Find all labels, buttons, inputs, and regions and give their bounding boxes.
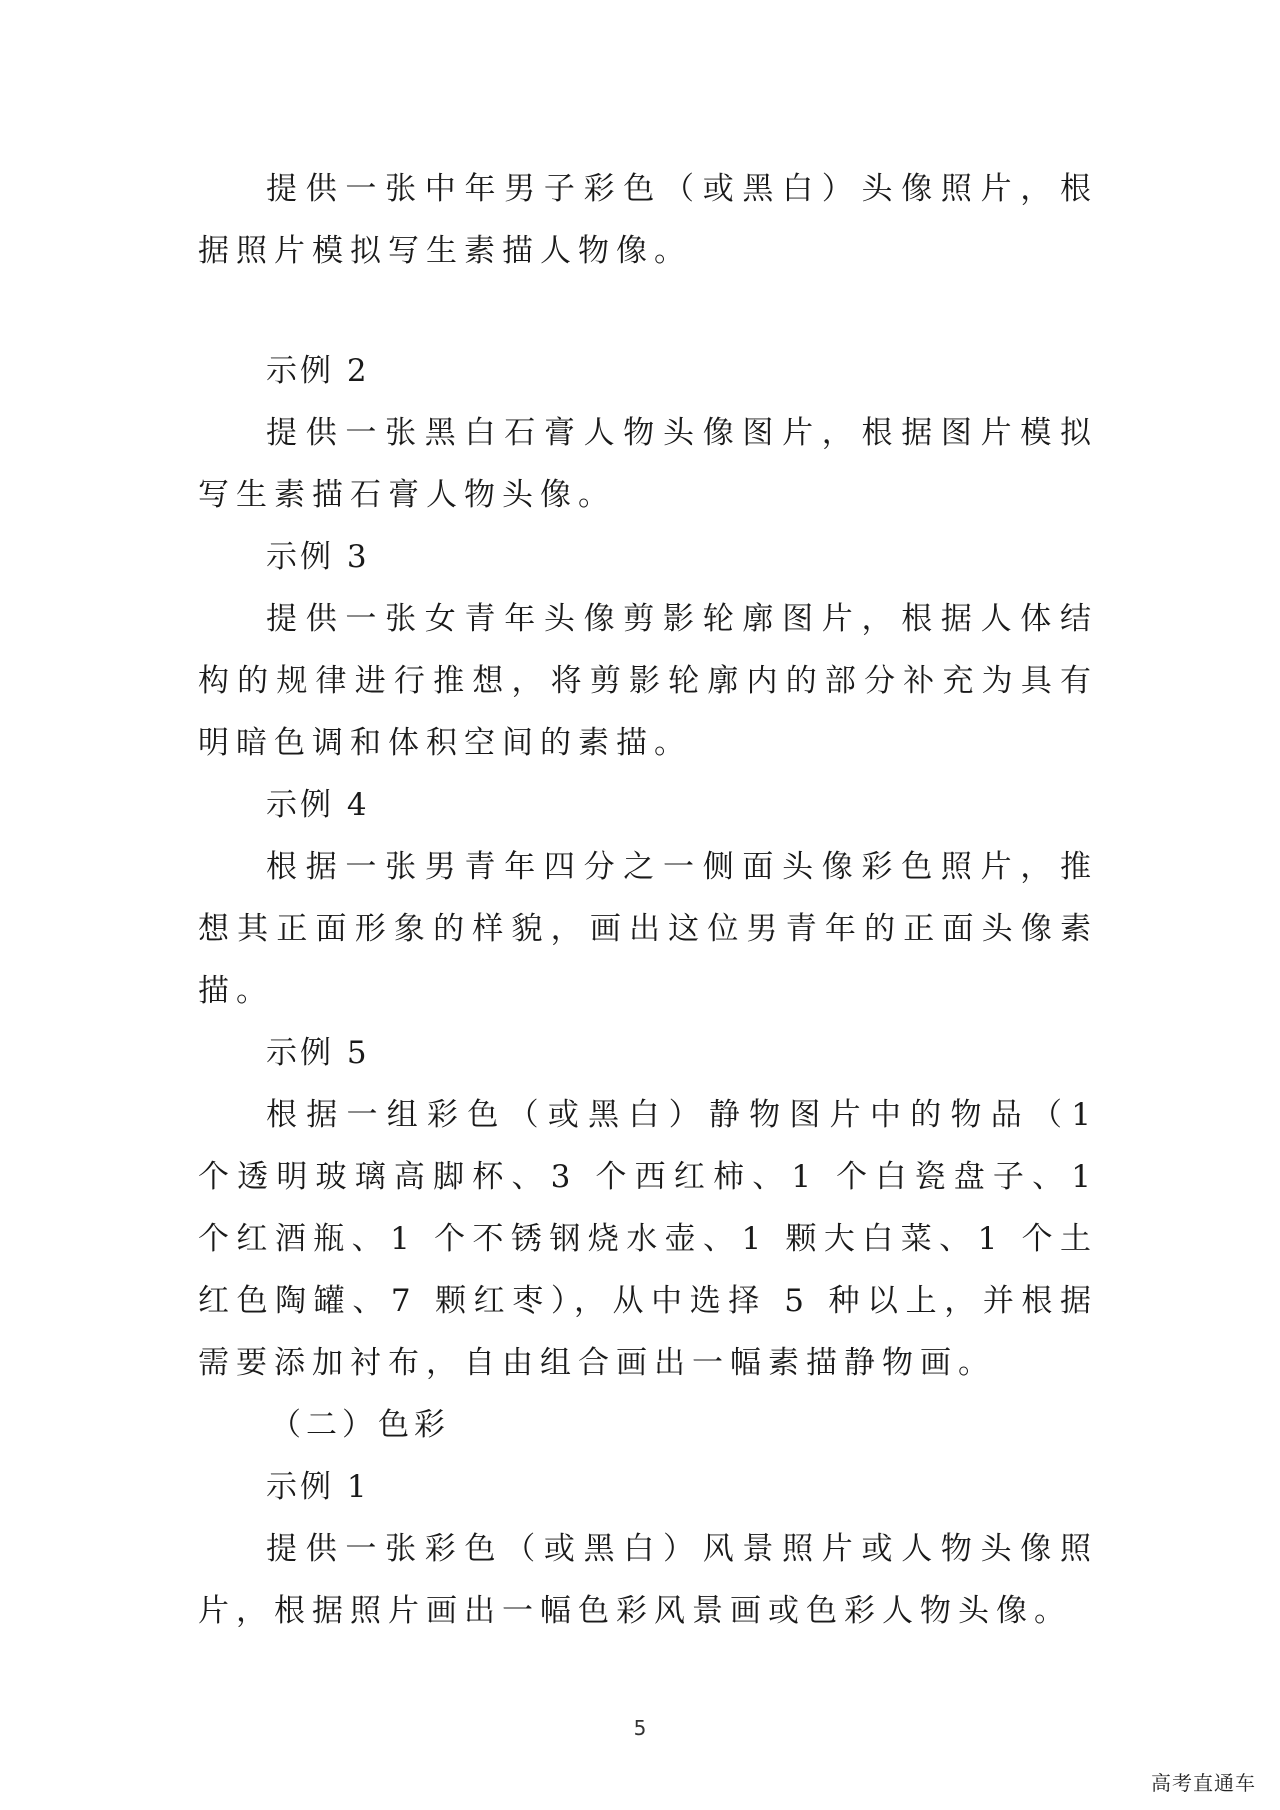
page-number: 5 [633, 1716, 647, 1740]
example-3-text: 提供一张女青年头像剪影轮廓图片，根据人体结构的规律进行推想，将剪影轮廓内的部分补充为具有明暗色调和体积空间的素描。 [198, 601, 1098, 761]
example-5-text: 根据一组彩色（或黑白）静物图片中的物品（1 个透明玻璃高脚杯、3 个西红柿、1 个白瓷盘子、1 个红酒瓶、1 个不锈钢烧水壶、1 颗大白菜、1 个土红色陶罐、7 颗红枣），从中选择 5 种以上，并根据需要添加衬布，自由组合画出一幅素描静物画。 [198, 1097, 1098, 1381]
example-2-text: 提供一张黑白石膏人物头像图片，根据图片模拟写生素描石膏人物头像。 [198, 415, 1098, 513]
example-4-heading: 示例 4 [266, 787, 370, 823]
color-example-1-heading: 示例 1 [266, 1469, 370, 1505]
paragraph-intro: 提供一张中年男子彩色（或黑白）头像照片，根据照片模拟写生素描人物像。 [198, 171, 1098, 269]
document-body [198, 158, 1098, 1642]
paragraph-gap [198, 282, 1098, 340]
example-3-heading: 示例 3 [266, 539, 370, 575]
example-2-heading: 示例 2 [266, 353, 370, 389]
watermark-text: 高考直通车 [1151, 1771, 1256, 1795]
section-color-heading: （二）色彩 [270, 1407, 450, 1443]
example-4-text: 根据一张男青年四分之一侧面头像彩色照片，推想其正面形象的样貌，画出这位男青年的正面头像素描。 [198, 849, 1098, 1009]
example-5-heading: 示例 5 [266, 1035, 370, 1071]
color-example-1-text: 提供一张彩色（或黑白）风景照片或人物头像照片，根据照片画出一幅色彩风景画或色彩人物头像。 [198, 1531, 1098, 1629]
